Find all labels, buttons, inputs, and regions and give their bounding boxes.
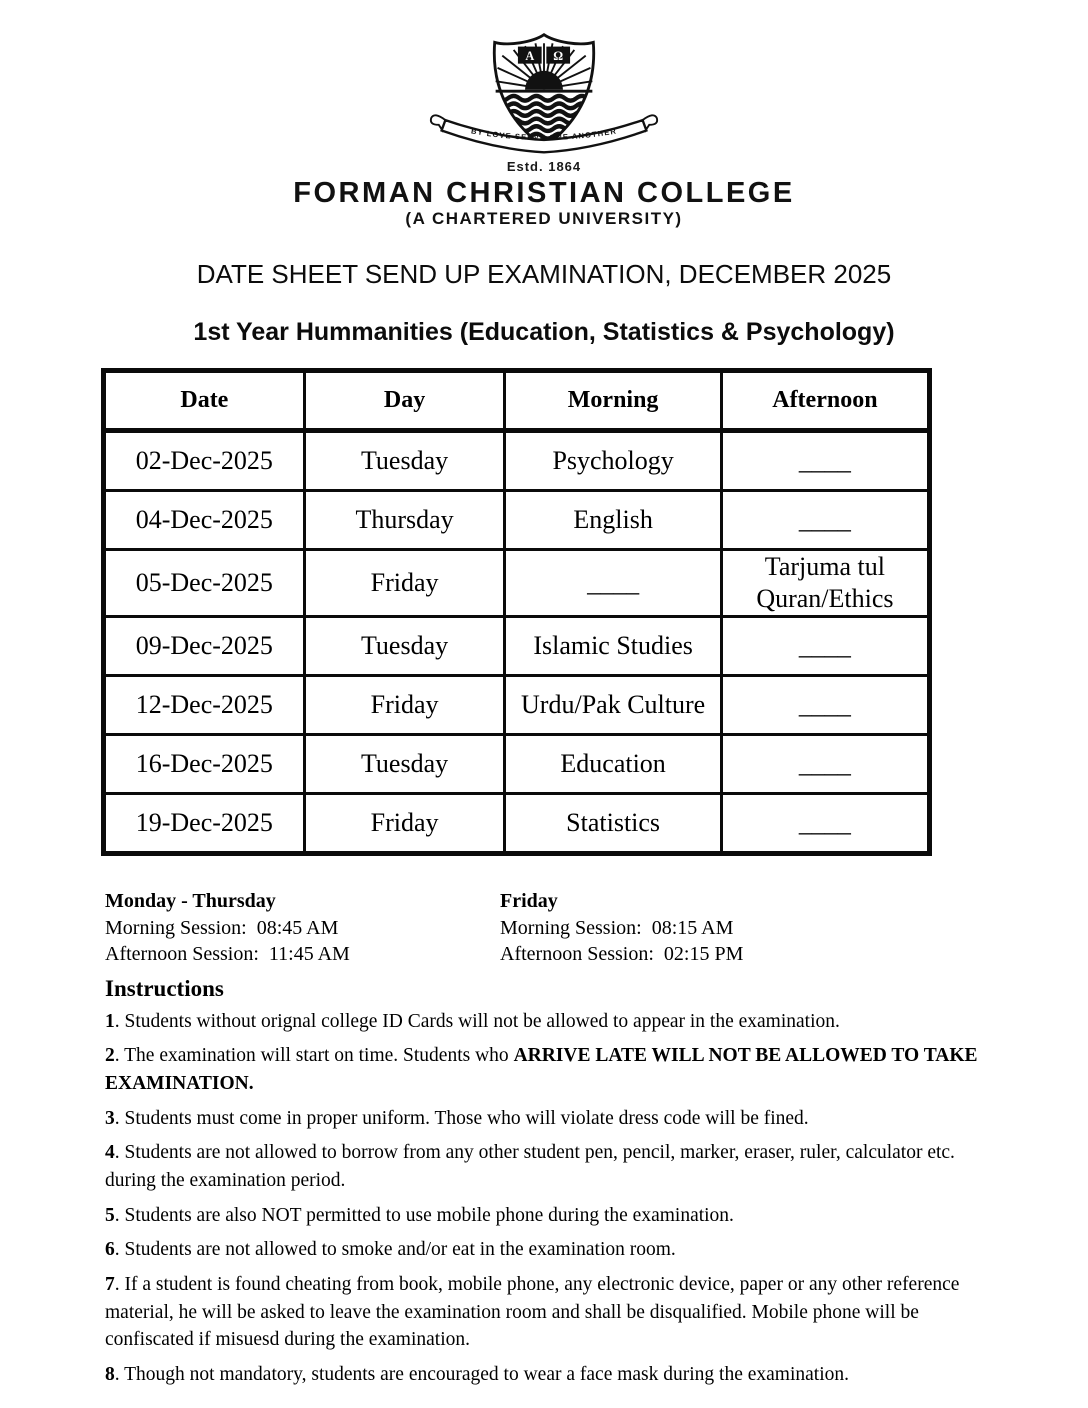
column-header-morning: Morning xyxy=(505,371,721,431)
exam-schedule-table xyxy=(101,368,932,855)
table-row xyxy=(104,793,930,853)
instruction-text: . Students must come in proper uniform. Those who will violate dress code will be fined. xyxy=(114,1107,809,1129)
date-cell: 19-Dec-2025 xyxy=(104,793,305,853)
instruction-number: 5 xyxy=(105,1204,115,1226)
college-name: FORMAN CHRISTIAN COLLEGE xyxy=(293,177,795,210)
instruction-item xyxy=(105,1202,988,1230)
instruction-text: . The examination will start on time. Students who xyxy=(114,1045,514,1067)
instruction-number: 7 xyxy=(105,1274,115,1296)
morning-cell: Education xyxy=(505,734,721,793)
date-cell: 05-Dec-2025 xyxy=(104,550,305,616)
table-row xyxy=(104,550,930,616)
instruction-text: . Students are also NOT permitted to use mobile phone during the examination. xyxy=(114,1204,734,1226)
college-crest-icon xyxy=(419,30,669,158)
instructions-heading: Instructions xyxy=(105,975,224,1001)
afternoon-cell: ____ xyxy=(721,431,929,491)
table-row xyxy=(104,734,930,793)
morning-session-label: Morning Session: xyxy=(105,916,247,939)
column-header-date: Date xyxy=(104,371,305,431)
afternoon-cell: Tarjuma tul Quran/Ethics xyxy=(721,550,929,616)
session-times xyxy=(105,890,988,966)
datesheet-title: DATE SHEET SEND UP EXAMINATION, DECEMBER 2025 xyxy=(196,259,892,290)
weekday-morning-session xyxy=(105,917,500,940)
program-title: 1st Year Hummanities (Education, Statistics & Psychology) xyxy=(193,318,895,347)
afternoon-cell: ____ xyxy=(721,734,929,793)
afternoon-cell: ____ xyxy=(721,616,929,675)
day-cell: Thursday xyxy=(304,491,505,550)
date-cell: 09-Dec-2025 xyxy=(104,616,305,675)
friday-sessions xyxy=(500,890,988,966)
instruction-item xyxy=(105,1236,988,1264)
morning-cell: Urdu/Pak Culture xyxy=(505,675,721,734)
morning-cell: Statistics xyxy=(505,793,721,853)
day-cell: Friday xyxy=(304,675,505,734)
date-cell: 16-Dec-2025 xyxy=(104,734,305,793)
instruction-item xyxy=(105,1008,988,1036)
morning-cell: ____ xyxy=(505,550,721,616)
instruction-item xyxy=(105,1271,988,1354)
instruction-number: 2 xyxy=(105,1045,115,1067)
date-cell: 04-Dec-2025 xyxy=(104,491,305,550)
svg-text:Ω: Ω xyxy=(553,48,564,63)
instruction-item xyxy=(105,1042,988,1097)
afternoon-session-time: 11:45 AM xyxy=(268,942,350,965)
column-header-day: Day xyxy=(304,371,505,431)
instruction-item xyxy=(105,1361,988,1389)
afternoon-session-time: 02:15 PM xyxy=(663,942,744,965)
instruction-number: 4 xyxy=(105,1142,115,1164)
morning-session-time: 08:15 AM xyxy=(651,916,734,939)
friday-afternoon-session xyxy=(500,943,988,966)
afternoon-cell: ____ xyxy=(721,491,929,550)
instruction-item xyxy=(105,1139,988,1194)
svg-text:BY LOVE SERVE ONE ANOTHER: BY LOVE SERVE ONE ANOTHER xyxy=(470,126,618,142)
morning-cell: English xyxy=(505,491,721,550)
day-cell: Tuesday xyxy=(304,431,505,491)
morning-cell: Psychology xyxy=(505,431,721,491)
weekday-sessions xyxy=(105,890,500,966)
instruction-item xyxy=(105,1105,988,1133)
college-crest xyxy=(0,30,1088,158)
instruction-number: 1 xyxy=(105,1010,115,1032)
table-header-row xyxy=(104,371,930,431)
afternoon-cell: ____ xyxy=(721,793,929,853)
established-text: Estd. 1864 xyxy=(506,159,582,174)
college-subtitle: (A CHARTERED UNIVERSITY) xyxy=(405,208,683,228)
morning-cell: Islamic Studies xyxy=(505,616,721,675)
instruction-text: . Students are not allowed to smoke and/or eat in the examination room. xyxy=(114,1239,676,1261)
date-cell: 02-Dec-2025 xyxy=(104,431,305,491)
day-cell: Tuesday xyxy=(304,734,505,793)
date-cell: 12-Dec-2025 xyxy=(104,675,305,734)
morning-session-time: 08:45 AM xyxy=(256,916,339,939)
instruction-number: 3 xyxy=(105,1107,115,1129)
weekday-afternoon-session xyxy=(105,943,500,966)
instruction-number: 6 xyxy=(105,1239,115,1261)
day-cell: Tuesday xyxy=(304,616,505,675)
friday-morning-session xyxy=(500,917,988,940)
friday-sessions-title: Friday xyxy=(500,889,558,912)
instruction-bold-text: ARRIVE LATE WILL NOT BE ALLOWED TO TAKE EXAMINATION. xyxy=(105,1045,978,1094)
instruction-text: . Students are not allowed to borrow from any other student pen, pencil, marker, eraser, ruler, calculator etc. during the examination period. xyxy=(105,1142,955,1191)
afternoon-session-label: Afternoon Session: xyxy=(105,942,259,965)
instructions-list xyxy=(105,1008,988,1389)
afternoon-cell: ____ xyxy=(721,675,929,734)
column-header-afternoon: Afternoon xyxy=(721,371,929,431)
day-cell: Friday xyxy=(304,550,505,616)
instruction-text: . Though not mandatory, students are encouraged to wear a face mask during the examination. xyxy=(114,1364,850,1386)
instruction-text: . Students without orignal college ID Cards will not be allowed to appear in the examination. xyxy=(114,1010,840,1032)
instruction-number: 8 xyxy=(105,1364,115,1386)
table-row xyxy=(104,616,930,675)
afternoon-session-label: Afternoon Session: xyxy=(500,942,654,965)
document-body xyxy=(100,259,988,1389)
instruction-text: . If a student is found cheating from book, mobile phone, any electronic device, paper or any other reference material, he will be asked to leave the examination room and shall be disqualified. Mobile phone will be confiscated if misuesd during the examination. xyxy=(105,1274,960,1351)
table-row xyxy=(104,431,930,491)
day-cell: Friday xyxy=(304,793,505,853)
table-row xyxy=(104,675,930,734)
table-row xyxy=(104,491,930,550)
svg-text:Α: Α xyxy=(525,48,535,63)
morning-session-label: Morning Session: xyxy=(500,916,642,939)
weekday-sessions-title: Monday - Thursday xyxy=(105,889,276,912)
